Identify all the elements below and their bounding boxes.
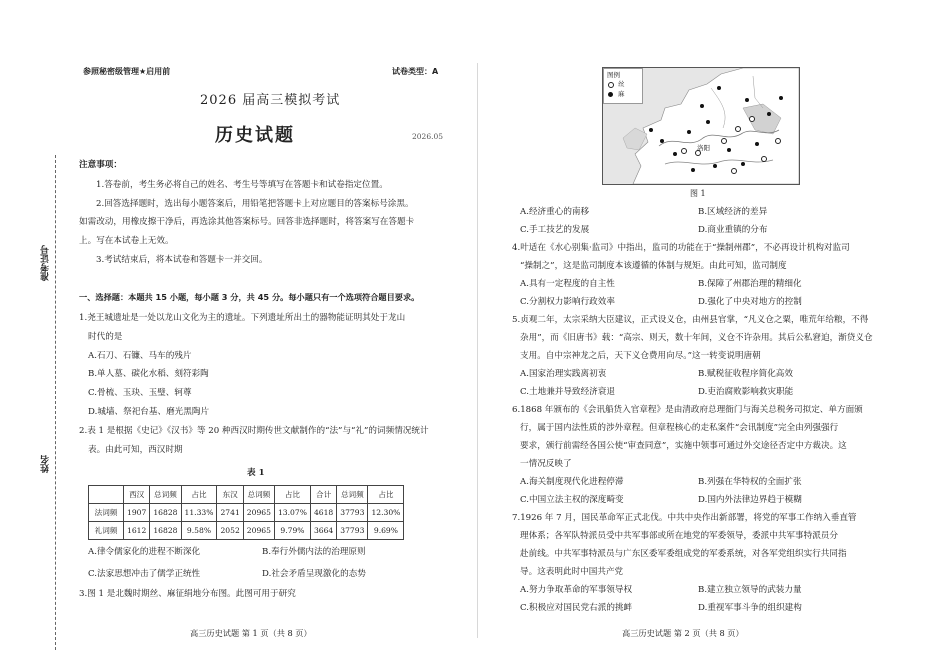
table-cell: 9.69% xyxy=(368,522,404,540)
table-cell: 2741 xyxy=(217,504,243,522)
map-dot-hemp xyxy=(745,98,749,102)
map-dot-hemp xyxy=(755,142,759,146)
section-heading: 一、选择题：本题共 15 小题，每小题 3 分，共 45 分。每小题只有一个选项符合题目要求。 xyxy=(79,292,420,302)
q2-option-c: C.法家思想冲击了儒学正统性 xyxy=(88,569,201,579)
legend-hemp-label: 麻 xyxy=(618,90,625,98)
q1-stem: 1.尧王城遗址是一处以龙山文化为主的遗址。下列遗址所出土的器物能证明其处于龙山 xyxy=(79,313,406,323)
table-header-cell: 西汉 xyxy=(124,486,150,504)
table-cell: 16828 xyxy=(150,522,181,540)
q7-stem: 导。这表明此时中国共产党 xyxy=(520,567,624,577)
q6-option-a: A.海关制度现代化进程停滞 xyxy=(520,477,624,487)
q5-option-d: D.吏治腐败影响救灾职能 xyxy=(698,387,794,397)
notes-line: 3.考试结束后，将本试卷和答题卡一并交回。 xyxy=(96,255,268,265)
map-dot-hemp xyxy=(673,152,677,156)
confidential-label: 参照秘密级管理★启用前 xyxy=(83,67,171,76)
table-cell: 1907 xyxy=(124,504,150,522)
table-cell: 9.58% xyxy=(181,522,217,540)
q7-option-b: B.建立独立领导的武装力量 xyxy=(698,585,802,595)
q7-stem: 7.1926 年 7 月，国民革命军正式北伐。中共中央作出新部署，将党的军事工作纳入垂直管 xyxy=(512,513,857,523)
map-dot-hemp xyxy=(660,139,664,143)
q7-stem: 理体系；各军队特派员受中共军事部或所在地党的军委领导，委派中共军事特派员分 xyxy=(520,531,838,541)
legend-title: 图例 xyxy=(607,71,620,79)
table-header-cell: 占比 xyxy=(368,486,404,504)
exam-title: 2026 届高三模拟考试 xyxy=(200,93,341,108)
q1-option-c: C.骨梳、玉玦、玉璧、轲尊 xyxy=(88,388,192,398)
q6-option-b: B.列强在华特权的全面扩张 xyxy=(698,477,802,487)
page-footer-2: 高三历史试题 第 2 页（共 8 页） xyxy=(622,628,744,638)
q1-option-d: D.城墙、祭祀台基、磨光黑陶片 xyxy=(88,407,210,417)
q5-stem: 支用。自中宗神龙之后，天下义仓费用向尽。”这一转变说明唐朝 xyxy=(520,351,761,361)
q6-stem: 6.1868 年颁布的《会讯船货入官章程》是由清政府总理衙门与海关总税务司拟定、单方面颁 xyxy=(512,405,863,415)
table-cell: 37793 xyxy=(337,522,368,540)
q6-stem: 要求，颁行前需经各国公使“审查同意”，实施中领事可通过外交途径否定中方裁决。这 xyxy=(520,441,847,451)
map-dot-silk xyxy=(749,116,755,122)
binding-dashed-line xyxy=(55,155,56,650)
q4-option-a: A.具有一定程度的自主性 xyxy=(520,279,615,289)
q6-stem: 行，属于国内法性质的涉外章程。但章程核心的走私案件“会讯制度”完全由列强强行 xyxy=(520,423,839,433)
q4-option-d: D.强化了中央对地方的控制 xyxy=(698,297,802,307)
q3-option-c: C.手工技艺的发展 xyxy=(520,225,590,235)
legend-silk-icon xyxy=(608,82,614,88)
q2-stem: 表。由此可知，西汉时期 xyxy=(88,445,183,455)
q2-option-a: A.律令儒家化的进程不断深化 xyxy=(88,547,201,557)
legend-silk-label: 丝 xyxy=(618,80,625,88)
table-header-cell xyxy=(89,486,124,504)
page-divider xyxy=(477,63,478,638)
q5-option-a: A.国家治理实践离初衷 xyxy=(520,369,607,379)
table-cell: 13.07% xyxy=(274,504,310,522)
map-dot-hemp xyxy=(767,112,771,116)
map-dot-silk xyxy=(775,138,781,144)
map-dot-hemp xyxy=(700,104,704,108)
q6-stem: 一情况反映了 xyxy=(520,459,572,469)
map-dot-hemp xyxy=(706,120,710,124)
table-cell: 法词频 xyxy=(89,504,124,522)
table-cell: 12.30% xyxy=(368,504,404,522)
map-dot-hemp xyxy=(687,130,691,134)
table-cell: 3664 xyxy=(310,522,336,540)
q4-stem: 4.叶适在《水心别集·监司》中指出，监司的功能在于“操制州郡”，不必再设计机构对监司 xyxy=(512,243,850,253)
map-city-label: 洛阳 xyxy=(697,144,710,152)
table-header-cell: 占比 xyxy=(274,486,310,504)
q3-stem: 3.图 1 是北魏时期丝、麻征绢地分布图。此图可用于研究 xyxy=(79,589,296,599)
q5-stem: 杂用”，而《旧唐书》载：“高宗、则天，数十年间，义仓不许杂用。其后公私窘迫，渐贷义仓 xyxy=(520,333,873,343)
notes-line: 上。写在本试卷上无效。 xyxy=(79,236,174,246)
q1-option-b: B.单人墓、碳化水稻、刻符彩陶 xyxy=(88,369,209,379)
q6-option-d: D.国内外法律边界趋于模糊 xyxy=(698,495,802,505)
admission-number-label: 准考证号 xyxy=(41,245,51,281)
notes-line: 2.回答选择题时，选出每小题答案后，用铅笔把答题卡上对应题目的答案标号涂黑。 xyxy=(96,199,414,209)
map-dot-hemp xyxy=(713,164,717,168)
map-dot-silk xyxy=(731,168,737,174)
page-footer-1: 高三历史试题 第 1 页（共 8 页） xyxy=(190,628,312,638)
table-cell: 20965 xyxy=(243,504,274,522)
q2-option-d: D.社会矛盾呈现激化的态势 xyxy=(262,569,366,579)
table-cell: 37793 xyxy=(337,504,368,522)
data-table xyxy=(88,485,404,540)
q2-option-b: B.奉行外儒内法的治理原则 xyxy=(262,547,366,557)
map-dot-hemp xyxy=(727,148,731,152)
q1-option-a: A.石刀、石镰、马车的残片 xyxy=(88,351,192,361)
q6-option-c: C.中国立法主权的深度畸变 xyxy=(520,495,624,505)
map-legend xyxy=(603,68,643,104)
q3-option-d: D.商业重镇的分布 xyxy=(698,225,768,235)
q4-option-b: B.保障了州郡治理的精细化 xyxy=(698,279,802,289)
map-dot-hemp xyxy=(779,96,783,100)
table-title: 表 1 xyxy=(247,468,265,478)
legend-hemp-icon xyxy=(608,92,613,97)
table-header-cell: 东汉 xyxy=(217,486,243,504)
table-cell: 20965 xyxy=(243,522,274,540)
q5-stem: 5.贞观二年，太宗采纳大臣建议，正式设义仓，由州县官掌，“凡义仓之粟，唯荒年给粮，不得 xyxy=(512,315,869,325)
q5-option-c: C.土地兼并导致经济衰退 xyxy=(520,387,615,397)
notes-line: 1.答卷前，考生务必将自己的姓名、考生号等填写在答题卡和试卷指定位置。 xyxy=(96,180,388,190)
map-dot-silk xyxy=(761,156,767,162)
q7-option-c: C.积极应对国民党右派的挑衅 xyxy=(520,603,633,613)
q1-stem: 时代的是 xyxy=(88,332,123,342)
table-cell: 礼词频 xyxy=(89,522,124,540)
q4-option-c: C.分割权力影响行政效率 xyxy=(520,297,615,307)
q5-option-b: B.赋税征收程序简化高效 xyxy=(698,369,793,379)
table-cell: 11.33% xyxy=(181,504,217,522)
table-row xyxy=(89,504,404,522)
notes-heading: 注意事项： xyxy=(79,160,122,170)
name-label: 姓名 xyxy=(41,455,51,473)
q4-stem: “操制之”，这是监司制度本该遵循的体制与规矩。由此可知，监司制度 xyxy=(520,261,787,271)
figure-caption: 图 1 xyxy=(690,189,706,198)
q7-stem: 赴前线。中共军事特派员与广东区委军委组成党的军委系统，对各军党组织实行共同指 xyxy=(520,549,847,559)
map-dot-hemp xyxy=(691,168,695,172)
table-header-cell: 合计 xyxy=(310,486,336,504)
table-header-cell: 总词频 xyxy=(337,486,368,504)
map-dot-silk xyxy=(681,148,687,154)
exam-date: 2026.05 xyxy=(412,132,444,141)
map-dot-hemp xyxy=(741,162,745,166)
map-dot-hemp xyxy=(649,128,653,132)
table-header-row xyxy=(89,486,404,504)
map-dot-silk xyxy=(721,138,727,144)
table-header-cell: 占比 xyxy=(181,486,217,504)
table-cell: 9.79% xyxy=(274,522,310,540)
table-cell: 2052 xyxy=(217,522,243,540)
map-dot-hemp xyxy=(717,86,721,90)
map-dot-silk xyxy=(735,126,741,132)
q3-option-b: B.区域经济的差异 xyxy=(698,207,768,217)
q2-stem: 2.表 1 是根据《史记》《汉书》等 20 种西汉时期传世文献制作的“法”与“礼”的词频情况统计 xyxy=(79,426,429,436)
q3-option-a: A.经济重心的南移 xyxy=(520,207,590,217)
table-cell: 16828 xyxy=(150,504,181,522)
table-header-cell: 总词频 xyxy=(150,486,181,504)
table-cell: 1612 xyxy=(124,522,150,540)
paper-type-label: 试卷类型：A xyxy=(392,67,439,76)
q7-option-d: D.重视军事斗争的组织建构 xyxy=(698,603,802,613)
table-cell: 4618 xyxy=(310,504,336,522)
subject-title: 历史试题 xyxy=(215,125,295,146)
table-header-cell: 总词频 xyxy=(243,486,274,504)
q7-option-a: A.努力争取革命的军事领导权 xyxy=(520,585,633,595)
table-row xyxy=(89,522,404,540)
notes-line: 如需改动，用橡皮擦干净后，再选涂其他答案标号。回答非选择题时，将答案写在答题卡 xyxy=(79,217,415,227)
